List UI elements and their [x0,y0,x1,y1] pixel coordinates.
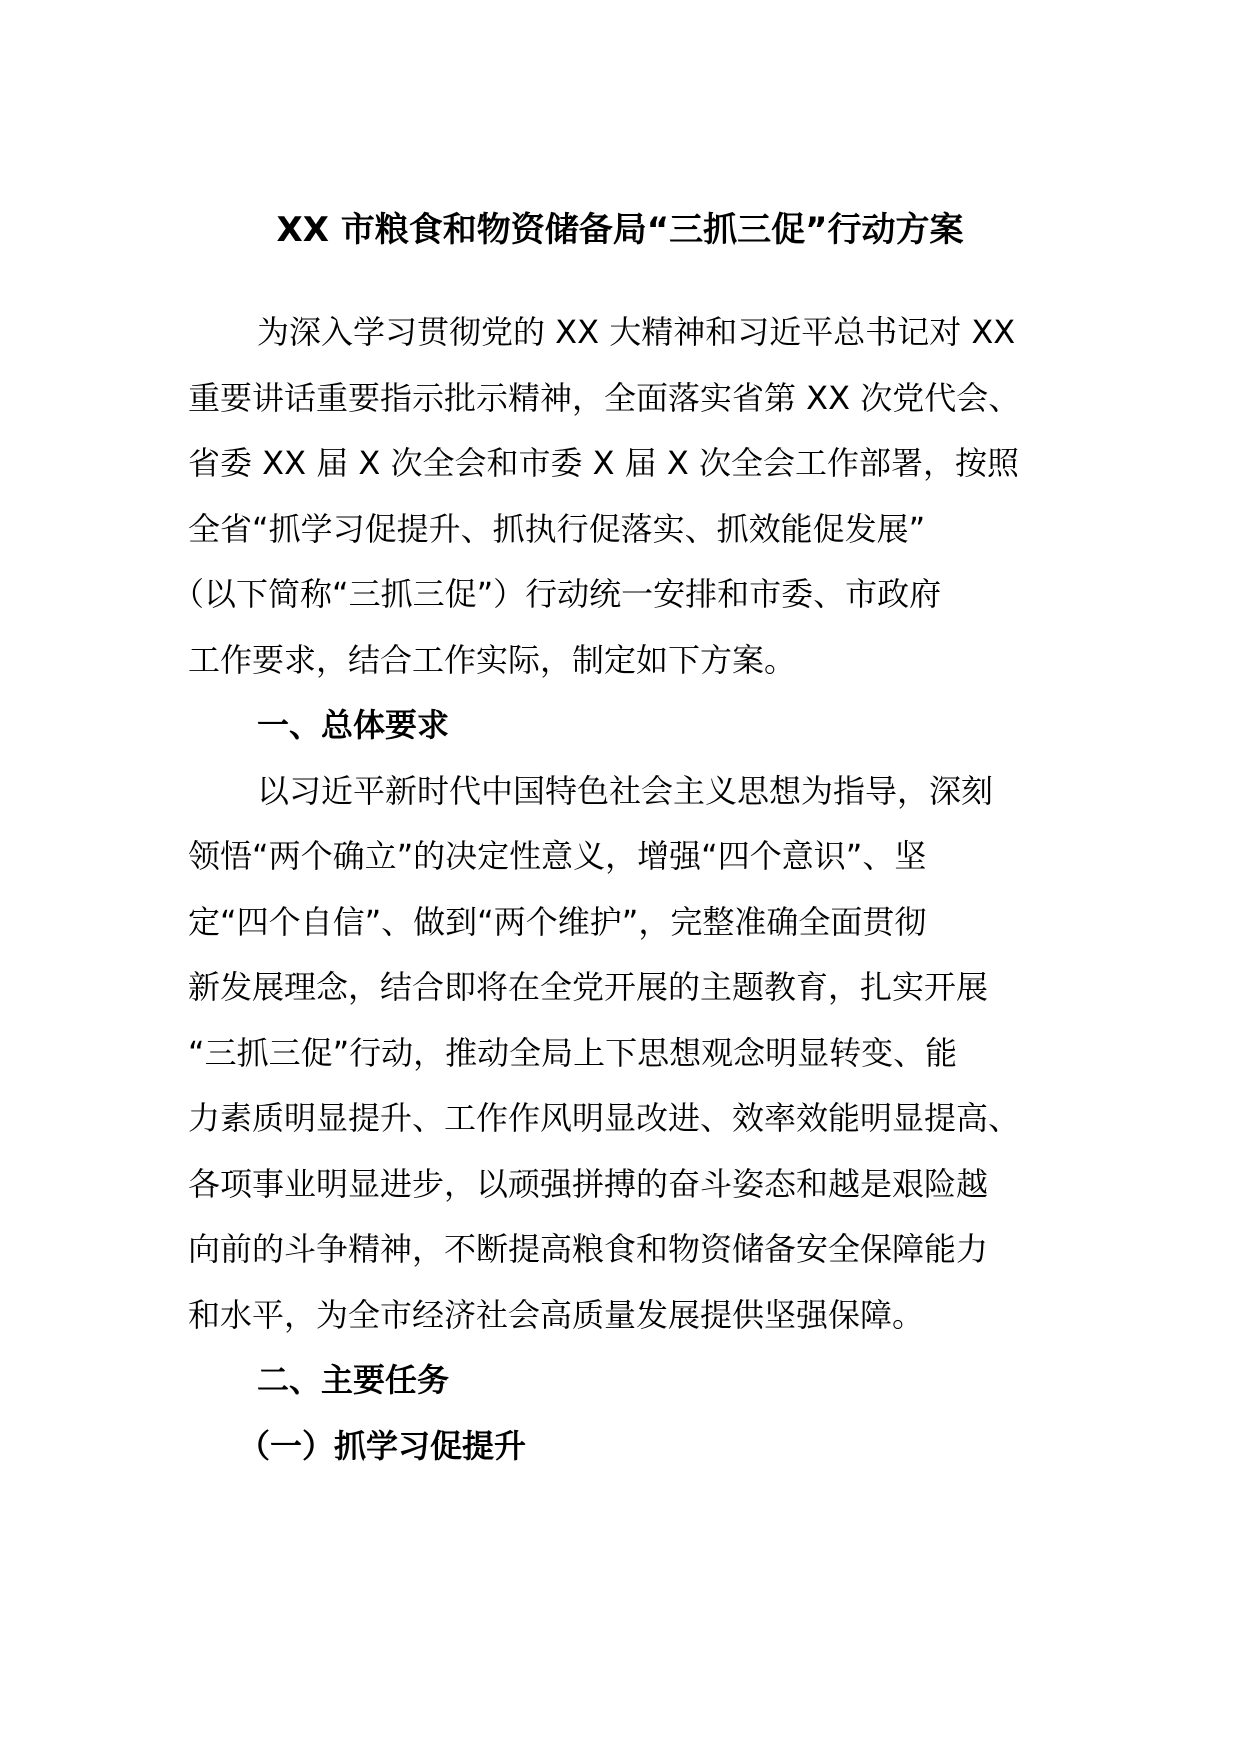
section-heading-overall-requirements: 一、总体要求 [257,706,450,744]
paragraph-line: 领悟“两个确立”的决定性意义，增强“四个意识”、坚 [188,837,927,875]
intro-line: 工作要求，结合工作实际，制定如下方案。 [188,640,797,679]
paragraph-line: 力素质明显提升、工作作风明显改进、效率效能明显提高、 [188,1099,1021,1137]
paragraph-line: 定“四个自信”、做到“两个维护”，完整准确全面贯彻 [188,902,927,941]
document-title: XX 市粮食和物资储备局“三抓三促”行动方案 [276,210,964,250]
paragraph-line: 和水平，为全市经济社会高质量发展提供坚强保障。 [188,1295,925,1334]
intro-line: 重要讲话重要指示批示精神，全面落实省第 XX 次党代会、 [188,378,1021,417]
subsection-heading-study: （一）抓学习促提升 [238,1426,527,1465]
section-heading-main-tasks: 二、主要任务 [257,1361,450,1399]
paragraph-line: 各项事业明显进步，以顽强拼搏的奋斗姿态和越是艰险越 [188,1164,989,1203]
intro-line: 为深入学习贯彻党的 XX 大精神和习近平总书记对 XX [257,313,1016,351]
intro-line: 全省“抓学习促提升、抓执行促落实、抓效能促发展” [188,509,926,548]
paragraph-line: 以习近平新时代中国特色社会主义思想为指导，深刻 [257,771,994,810]
paragraph-line: “三抓三促”行动，推动全局上下思想观念明显转变、能 [188,1033,958,1072]
intro-line: 省委 XX 届 X 次全会和市委 X 届 X 次全会工作部署，按照 [188,444,1019,482]
paragraph-line: 新发展理念，结合即将在全党开展的主题教育，扎实开展 [188,968,989,1006]
document-body [172,300,1068,1479]
intro-line: （以下简称“三抓三促”）行动统一安排和市委、市政府 [172,575,942,613]
paragraph-line: 向前的斗争精神，不断提高粮食和物资储备安全保障能力 [188,1230,989,1268]
